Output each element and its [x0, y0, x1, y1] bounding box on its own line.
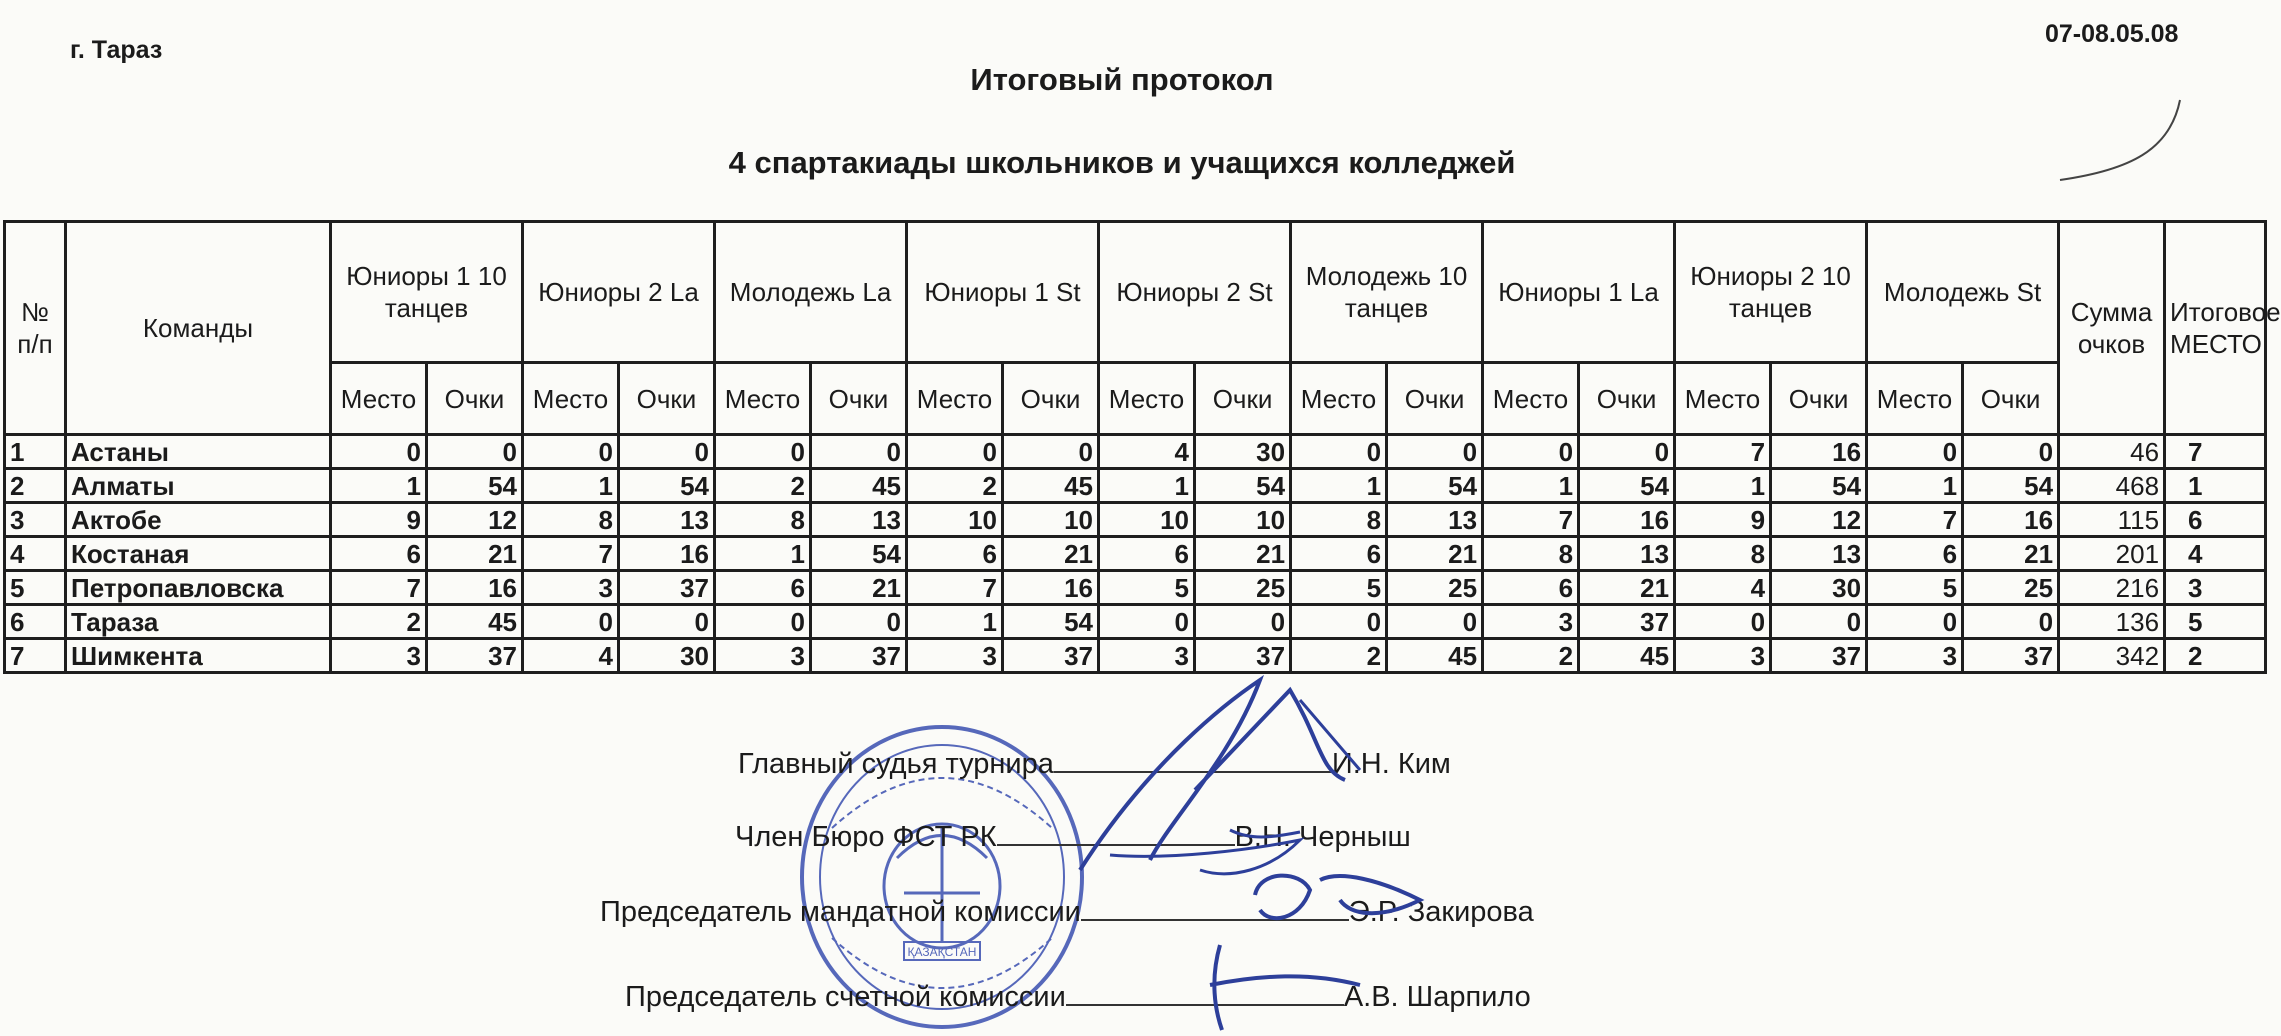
points-cell: 30: [1195, 435, 1291, 469]
team-name-cell: Тараза: [66, 605, 331, 639]
points-cell: 0: [1195, 605, 1291, 639]
points-cell: 54: [1195, 469, 1291, 503]
points-subheader: Очки: [1003, 363, 1099, 435]
place-subheader: Место: [907, 363, 1003, 435]
points-cell: 54: [1003, 605, 1099, 639]
points-cell: 45: [811, 469, 907, 503]
place-cell: 0: [331, 435, 427, 469]
row-number-cell: 4: [5, 537, 66, 571]
col-final-header: Итоговое МЕСТО: [2165, 222, 2266, 435]
place-subheader: Место: [1291, 363, 1387, 435]
points-cell: 37: [1771, 639, 1867, 673]
place-cell: 1: [715, 537, 811, 571]
points-cell: 54: [1771, 469, 1867, 503]
place-cell: 0: [1867, 435, 1963, 469]
points-cell: 25: [1963, 571, 2059, 605]
points-cell: 16: [1771, 435, 1867, 469]
row-number-cell: 6: [5, 605, 66, 639]
points-cell: 37: [619, 571, 715, 605]
points-cell: 13: [1771, 537, 1867, 571]
col-number-header: № п/п: [5, 222, 66, 435]
points-cell: 45: [1387, 639, 1483, 673]
table-row: [5, 605, 2266, 639]
place-cell: 7: [1675, 435, 1771, 469]
points-cell: 37: [1963, 639, 2059, 673]
points-subheader: Очки: [811, 363, 907, 435]
place-subheader: Место: [715, 363, 811, 435]
place-cell: 0: [907, 435, 1003, 469]
points-cell: 21: [1963, 537, 2059, 571]
points-cell: 37: [1195, 639, 1291, 673]
place-cell: 0: [715, 605, 811, 639]
points-cell: 21: [1003, 537, 1099, 571]
signature-chief-judge: [738, 747, 1451, 781]
points-subheader: Очки: [427, 363, 523, 435]
team-name-cell: Шимкента: [66, 639, 331, 673]
place-cell: 6: [1483, 571, 1579, 605]
place-cell: 1: [907, 605, 1003, 639]
points-cell: 0: [811, 435, 907, 469]
place-cell: 8: [1291, 503, 1387, 537]
sum-cell: 46: [2059, 435, 2165, 469]
signature-name: В.Н. Черныш: [1234, 821, 1411, 853]
place-cell: 1: [331, 469, 427, 503]
points-cell: 16: [1579, 503, 1675, 537]
points-cell: 16: [1003, 571, 1099, 605]
place-cell: 7: [907, 571, 1003, 605]
final-place-cell: 3: [2165, 571, 2266, 605]
page-subtitle: 4 спартакиады школьников и учащихся колледжей: [728, 145, 1516, 180]
place-cell: 2: [1291, 639, 1387, 673]
table-row: [5, 537, 2266, 571]
points-cell: 0: [1963, 605, 2059, 639]
points-cell: 37: [1579, 605, 1675, 639]
place-cell: 0: [1675, 605, 1771, 639]
row-number-cell: 5: [5, 571, 66, 605]
place-cell: 5: [1867, 571, 1963, 605]
points-cell: 0: [1387, 435, 1483, 469]
points-cell: 21: [811, 571, 907, 605]
place-cell: 2: [331, 605, 427, 639]
place-cell: 1: [1675, 469, 1771, 503]
points-cell: 21: [1387, 537, 1483, 571]
points-cell: 54: [1963, 469, 2059, 503]
place-cell: 0: [1291, 435, 1387, 469]
place-cell: 3: [1867, 639, 1963, 673]
place-cell: 4: [523, 639, 619, 673]
place-cell: 7: [331, 571, 427, 605]
place-cell: 9: [1675, 503, 1771, 537]
place-cell: 6: [1099, 537, 1195, 571]
row-number-cell: 2: [5, 469, 66, 503]
place-cell: 3: [907, 639, 1003, 673]
place-cell: 8: [523, 503, 619, 537]
place-cell: 6: [1291, 537, 1387, 571]
signature-name: А.В. Шарпило: [1343, 981, 1531, 1013]
header-row-categories: [5, 222, 2266, 363]
category-header: Юниоры 2 St: [1099, 222, 1291, 363]
points-cell: 13: [1387, 503, 1483, 537]
place-cell: 4: [1099, 435, 1195, 469]
final-place-cell: 4: [2165, 537, 2266, 571]
final-place-cell: 1: [2165, 469, 2266, 503]
points-cell: 37: [811, 639, 907, 673]
place-cell: 4: [1675, 571, 1771, 605]
place-cell: 7: [1867, 503, 1963, 537]
place-cell: 0: [523, 435, 619, 469]
points-cell: 16: [427, 571, 523, 605]
points-cell: 30: [1771, 571, 1867, 605]
place-cell: 2: [715, 469, 811, 503]
signature-bureau-member: [735, 820, 1411, 854]
signature-role: Главный судья турнира: [738, 748, 1054, 780]
results-body: [5, 435, 2266, 673]
points-cell: 0: [1387, 605, 1483, 639]
place-subheader: Место: [523, 363, 619, 435]
team-name-cell: Алматы: [66, 469, 331, 503]
place-cell: 3: [1099, 639, 1195, 673]
points-cell: 45: [1579, 639, 1675, 673]
team-name-cell: Петропавловска: [66, 571, 331, 605]
points-cell: 25: [1387, 571, 1483, 605]
place-cell: 8: [715, 503, 811, 537]
points-subheader: Очки: [1963, 363, 2059, 435]
place-cell: 0: [1867, 605, 1963, 639]
place-cell: 8: [1483, 537, 1579, 571]
points-cell: 54: [427, 469, 523, 503]
place-cell: 3: [331, 639, 427, 673]
place-cell: 3: [715, 639, 811, 673]
place-cell: 0: [523, 605, 619, 639]
points-cell: 30: [619, 639, 715, 673]
signature-role: Председатель счетной комиссии: [625, 981, 1066, 1013]
place-cell: 0: [715, 435, 811, 469]
points-subheader: Очки: [1387, 363, 1483, 435]
row-number-cell: 7: [5, 639, 66, 673]
table-row: [5, 639, 2266, 673]
category-header: Юниоры 1 10 танцев: [331, 222, 523, 363]
signature-mandate-chair: [600, 895, 1534, 929]
row-number-cell: 1: [5, 435, 66, 469]
final-place-cell: 5: [2165, 605, 2266, 639]
col-team-header: Команды: [66, 222, 331, 435]
points-cell: 54: [811, 537, 907, 571]
points-cell: 0: [619, 605, 715, 639]
place-subheader: Место: [1483, 363, 1579, 435]
points-subheader: Очки: [619, 363, 715, 435]
points-cell: 12: [427, 503, 523, 537]
points-cell: 54: [619, 469, 715, 503]
seal-text: ҚАЗАҚСТАН: [907, 945, 977, 959]
place-cell: 0: [1483, 435, 1579, 469]
final-place-cell: 6: [2165, 503, 2266, 537]
results-table: [3, 220, 2281, 674]
category-header: Молодежь St: [1867, 222, 2059, 363]
category-header: Юниоры 1 La: [1483, 222, 1675, 363]
place-cell: 10: [907, 503, 1003, 537]
signature-role: Председатель мандатной комиссии: [600, 896, 1081, 928]
category-header: Юниоры 1 St: [907, 222, 1099, 363]
table-row: [5, 503, 2266, 537]
points-cell: 10: [1195, 503, 1291, 537]
signature-role: Член Бюро ФСТ РК: [735, 821, 997, 853]
points-cell: 0: [1579, 435, 1675, 469]
sum-cell: 468: [2059, 469, 2165, 503]
points-cell: 37: [1003, 639, 1099, 673]
sum-cell: 115: [2059, 503, 2165, 537]
place-cell: 2: [907, 469, 1003, 503]
points-subheader: Очки: [1195, 363, 1291, 435]
place-cell: 8: [1675, 537, 1771, 571]
sum-cell: 136: [2059, 605, 2165, 639]
final-place-cell: 2: [2165, 639, 2266, 673]
signature-name: Э.Р. Закирова: [1348, 896, 1534, 928]
final-place-cell: 7: [2165, 435, 2266, 469]
place-cell: 3: [1675, 639, 1771, 673]
place-cell: 5: [1291, 571, 1387, 605]
table-row: [5, 571, 2266, 605]
sum-cell: 216: [2059, 571, 2165, 605]
points-cell: 12: [1771, 503, 1867, 537]
points-cell: 0: [619, 435, 715, 469]
points-subheader: Очки: [1579, 363, 1675, 435]
page-title: Итоговый протокол: [970, 62, 1274, 97]
points-cell: 13: [1579, 537, 1675, 571]
place-cell: 0: [1099, 605, 1195, 639]
table-row: [5, 469, 2266, 503]
points-cell: 54: [1387, 469, 1483, 503]
points-cell: 0: [1963, 435, 2059, 469]
header-row-subcolumns: [5, 363, 2266, 435]
points-cell: 21: [1195, 537, 1291, 571]
col-sum-header: Сумма очков: [2059, 222, 2165, 435]
place-cell: 1: [523, 469, 619, 503]
place-cell: 1: [1099, 469, 1195, 503]
place-cell: 1: [1483, 469, 1579, 503]
points-cell: 0: [811, 605, 907, 639]
place-cell: 1: [1291, 469, 1387, 503]
team-name-cell: Астаны: [66, 435, 331, 469]
place-cell: 2: [1483, 639, 1579, 673]
place-cell: 7: [523, 537, 619, 571]
city-label: г. Тараз: [70, 36, 163, 64]
points-cell: 54: [1579, 469, 1675, 503]
points-cell: 16: [1963, 503, 2059, 537]
place-cell: 3: [523, 571, 619, 605]
event-date: 07-08.05.08: [2045, 20, 2179, 48]
row-number-cell: 3: [5, 503, 66, 537]
signature-count-chair: [625, 980, 1531, 1014]
points-cell: 45: [427, 605, 523, 639]
points-subheader: Очки: [1771, 363, 1867, 435]
category-header: Юниоры 2 La: [523, 222, 715, 363]
place-cell: 6: [715, 571, 811, 605]
points-cell: 25: [1195, 571, 1291, 605]
points-cell: 10: [1003, 503, 1099, 537]
place-cell: 1: [1867, 469, 1963, 503]
category-header: Молодежь La: [715, 222, 907, 363]
place-cell: 0: [1291, 605, 1387, 639]
place-cell: 5: [1099, 571, 1195, 605]
signature-name: И.Н. Ким: [1331, 748, 1451, 780]
place-cell: 6: [907, 537, 1003, 571]
table-row: [5, 435, 2266, 469]
place-cell: 6: [1867, 537, 1963, 571]
place-subheader: Место: [331, 363, 427, 435]
place-subheader: Место: [1675, 363, 1771, 435]
points-cell: 21: [427, 537, 523, 571]
place-subheader: Место: [1867, 363, 1963, 435]
place-cell: 3: [1483, 605, 1579, 639]
points-cell: 0: [1771, 605, 1867, 639]
place-subheader: Место: [1099, 363, 1195, 435]
place-cell: 10: [1099, 503, 1195, 537]
points-cell: 0: [1003, 435, 1099, 469]
points-cell: 16: [619, 537, 715, 571]
team-name-cell: Костаная: [66, 537, 331, 571]
points-cell: 13: [811, 503, 907, 537]
place-cell: 7: [1483, 503, 1579, 537]
team-name-cell: Актобе: [66, 503, 331, 537]
points-cell: 0: [427, 435, 523, 469]
points-cell: 13: [619, 503, 715, 537]
sum-cell: 342: [2059, 639, 2165, 673]
category-header: Юниоры 2 10 танцев: [1675, 222, 1867, 363]
category-header: Молодежь 10 танцев: [1291, 222, 1483, 363]
place-cell: 9: [331, 503, 427, 537]
points-cell: 37: [427, 639, 523, 673]
points-cell: 45: [1003, 469, 1099, 503]
sum-cell: 201: [2059, 537, 2165, 571]
points-cell: 21: [1579, 571, 1675, 605]
place-cell: 6: [331, 537, 427, 571]
